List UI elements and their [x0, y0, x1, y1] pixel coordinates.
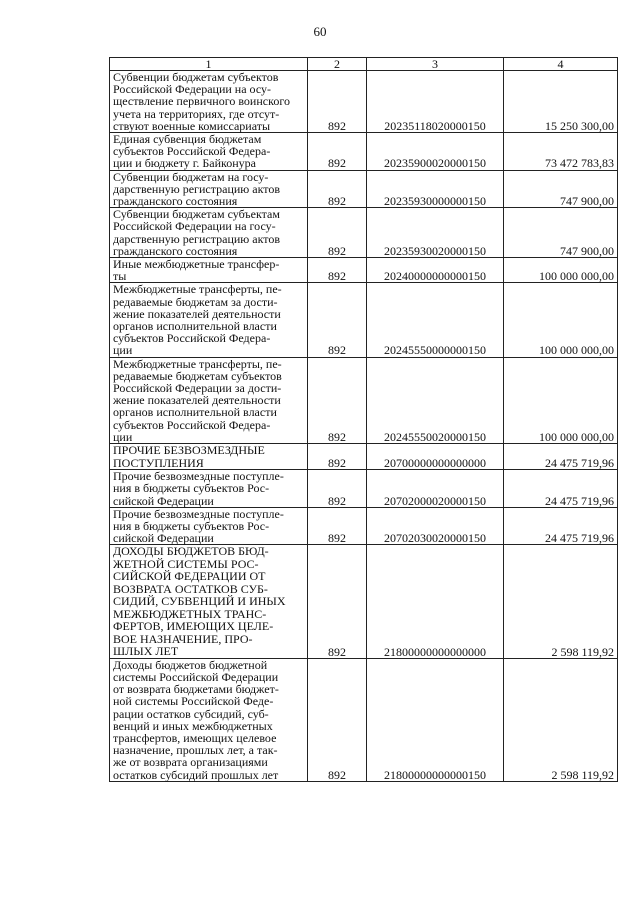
revenue-name-cell	[110, 208, 308, 258]
revenue-name-line: сийской Федерации	[113, 531, 214, 546]
amount-cell: 24 475 719,96	[504, 507, 618, 545]
budget-classification-code-cell: 20235930020000150	[367, 208, 504, 258]
revenue-name-line: ШЛЫХ ЛЕТ	[113, 644, 179, 659]
revenue-name-line: ПОСТУПЛЕНИЯ	[113, 455, 204, 470]
budget-classification-code-cell: 20235900020000150	[367, 133, 504, 171]
revenue-name-line: Межбюджетные трансферты, пе-	[113, 282, 282, 297]
budget-classification-code-cell: 20702000020000150	[367, 470, 504, 508]
revenue-name-line: СИЙСКОЙ ФЕДЕРАЦИИ ОТ	[113, 569, 266, 584]
administrator-code-cell: 892	[308, 170, 367, 208]
revenue-name-line: ной системы Российской Феде-	[113, 694, 274, 709]
budget-classification-code-cell: 21800000000000000	[367, 545, 504, 659]
amount-cell: 15 250 300,00	[504, 71, 618, 133]
revenue-name-line: МЕЖБЮДЖЕТНЫХ ТРАНС-	[113, 606, 267, 621]
revenue-name-line: ции и бюджету г. Байконура	[113, 156, 256, 171]
revenue-name-cell	[110, 470, 308, 508]
revenue-name-line: Субвенции бюджетам субъектам	[113, 207, 280, 222]
amount-cell: 100 000 000,00	[504, 283, 618, 357]
administrator-code-cell: 892	[308, 258, 367, 283]
revenue-name-cell	[110, 71, 308, 133]
revenue-name-line: системы Российской Федерации	[113, 670, 279, 685]
revenue-name-line: остатков субсидий прошлых лет	[113, 767, 279, 782]
column-header-3: 3	[367, 58, 504, 71]
table-row	[110, 283, 618, 357]
revenue-name-line: Доходы бюджетов бюджетной	[113, 657, 268, 672]
revenue-name-line: дарственную регистрацию актов	[113, 181, 281, 196]
table-row	[110, 470, 618, 508]
page-number: 60	[313, 24, 327, 39]
column-header-1: 1	[110, 58, 308, 71]
revenue-name-line: от возврата бюджетами бюджет-	[113, 682, 279, 697]
revenue-name-line: редаваемые бюджетам за дости-	[113, 294, 278, 309]
administrator-code-cell: 892	[308, 545, 367, 659]
revenue-name-line: ния в бюджеты субъектов Рос-	[113, 481, 270, 496]
amount-cell: 2 598 119,92	[504, 545, 618, 659]
revenue-name-line: редаваемые бюджетам субъектов	[113, 368, 282, 383]
table-row	[110, 507, 618, 545]
revenue-name-line: субъектов Российской Федера-	[113, 417, 271, 432]
revenue-name-cell	[110, 133, 308, 171]
administrator-code-cell: 892	[308, 357, 367, 443]
budget-classification-code-cell: 20245550020000150	[367, 357, 504, 443]
amount-cell: 100 000 000,00	[504, 258, 618, 283]
revenue-name-line: Единая субвенция бюджетам	[113, 132, 262, 147]
administrator-code-cell: 892	[308, 283, 367, 357]
revenue-name-line: ВОЗВРАТА ОСТАТКОВ СУБ-	[113, 581, 268, 596]
budget-classification-code-cell: 20240000000000150	[367, 258, 504, 283]
revenue-name-line: Субвенции бюджетам на госу-	[113, 169, 269, 184]
revenue-name-line: сийской Федерации	[113, 493, 214, 508]
revenue-name-line: Российской Федерации за дости-	[113, 381, 282, 396]
budget-revenue-table	[109, 57, 618, 782]
budget-classification-code-cell: 20702030020000150	[367, 507, 504, 545]
revenue-name-cell	[110, 258, 308, 283]
revenue-name-line: же от возврата организациями	[113, 755, 268, 770]
table-row	[110, 170, 618, 208]
revenue-name-line: венций и иных межбюджетных	[113, 718, 273, 733]
revenue-name-line: Российской Федерации на госу-	[113, 219, 276, 234]
revenue-name-line: ния в бюджеты субъектов Рос-	[113, 518, 270, 533]
administrator-code-cell: 892	[308, 470, 367, 508]
revenue-name-line: Субвенции бюджетам субъектов	[113, 70, 279, 84]
amount-cell: 73 472 783,83	[504, 133, 618, 171]
revenue-name-cell	[110, 545, 308, 659]
administrator-code-cell: 892	[308, 444, 367, 470]
table-row	[110, 545, 618, 659]
revenue-name-cell	[110, 658, 308, 781]
revenue-name-line: ствуют военные комиссариаты	[113, 118, 271, 133]
revenue-name-cell	[110, 357, 308, 443]
table-row	[110, 444, 618, 470]
revenue-name-line: жение показателей деятельности	[113, 306, 281, 321]
revenue-name-line: трансфертов, имеющих целевое	[113, 731, 277, 746]
revenue-name-line: рации остатков субсидий, суб-	[113, 706, 269, 721]
administrator-code-cell: 892	[308, 133, 367, 171]
budget-classification-code-cell: 20235930000000150	[367, 170, 504, 208]
revenue-name-line: жение показателей деятельности	[113, 393, 281, 408]
revenue-name-line: Российской Федерации на осу-	[113, 82, 272, 97]
budget-classification-code-cell: 21800000000000150	[367, 658, 504, 781]
budget-classification-code-cell: 20700000000000000	[367, 444, 504, 470]
amount-cell: 100 000 000,00	[504, 357, 618, 443]
revenue-name-line: Иные межбюджетные трансфер-	[113, 257, 280, 272]
administrator-code-cell: 892	[308, 658, 367, 781]
amount-cell: 747 900,00	[504, 170, 618, 208]
table-row	[110, 133, 618, 171]
table-header-row	[110, 58, 618, 71]
amount-cell: 24 475 719,96	[504, 444, 618, 470]
table-row	[110, 71, 618, 133]
table-row	[110, 658, 618, 781]
revenue-name-line: назначение, прошлых лет, а так-	[113, 743, 278, 758]
budget-classification-code-cell: 20235118020000150	[367, 71, 504, 133]
revenue-name-line: органов исполнительной власти	[113, 405, 277, 420]
revenue-name-line: ЖЕТНОЙ СИСТЕМЫ РОС-	[113, 556, 259, 571]
revenue-name-line: гражданского состояния	[113, 243, 238, 258]
table-row	[110, 357, 618, 443]
revenue-name-line: Межбюджетные трансферты, пе-	[113, 356, 282, 371]
revenue-name-cell	[110, 507, 308, 545]
revenue-name-line: ДОХОДЫ БЮДЖЕТОВ БЮД-	[113, 544, 269, 559]
revenue-name-cell	[110, 444, 308, 470]
amount-cell: 24 475 719,96	[504, 470, 618, 508]
table-body	[110, 71, 618, 782]
revenue-name-line: ции	[113, 343, 133, 358]
revenue-name-line: СИДИЙ, СУБВЕНЦИЙ И ИНЫХ	[113, 594, 286, 609]
administrator-code-cell: 892	[308, 208, 367, 258]
administrator-code-cell: 892	[308, 507, 367, 545]
table-row	[110, 258, 618, 283]
amount-cell: 2 598 119,92	[504, 658, 618, 781]
revenue-name-line: гражданского состояния	[113, 194, 238, 209]
revenue-name-line: Прочие безвозмездные поступле-	[113, 506, 284, 521]
revenue-name-line: Прочие безвозмездные поступле-	[113, 469, 284, 484]
revenue-name-line: учета на территориях, где отсут-	[113, 106, 280, 121]
revenue-name-line: ПРОЧИЕ БЕЗВОЗМЕЗДНЫЕ	[113, 443, 265, 458]
table-row	[110, 208, 618, 258]
budget-classification-code-cell: 20245550000000150	[367, 283, 504, 357]
revenue-name-line: органов исполнительной власти	[113, 319, 277, 334]
revenue-name-line: ты	[113, 269, 127, 284]
revenue-name-line: ществление первичного воинского	[113, 94, 290, 109]
revenue-name-line: субъектов Российской Федера-	[113, 331, 271, 346]
revenue-name-line: дарственную регистрацию актов	[113, 231, 281, 246]
revenue-name-line: ФЕРТОВ, ИМЕЮЩИХ ЦЕЛЕ-	[113, 619, 274, 634]
amount-cell: 747 900,00	[504, 208, 618, 258]
revenue-name-cell	[110, 283, 308, 357]
revenue-name-cell	[110, 170, 308, 208]
column-header-4: 4	[504, 58, 618, 71]
column-header-2: 2	[308, 58, 367, 71]
revenue-name-line: ции	[113, 429, 133, 444]
administrator-code-cell: 892	[308, 71, 367, 133]
revenue-name-line: ВОЕ НАЗНАЧЕНИЕ, ПРО-	[113, 631, 253, 646]
revenue-name-line: субъектов Российской Федера-	[113, 144, 271, 159]
